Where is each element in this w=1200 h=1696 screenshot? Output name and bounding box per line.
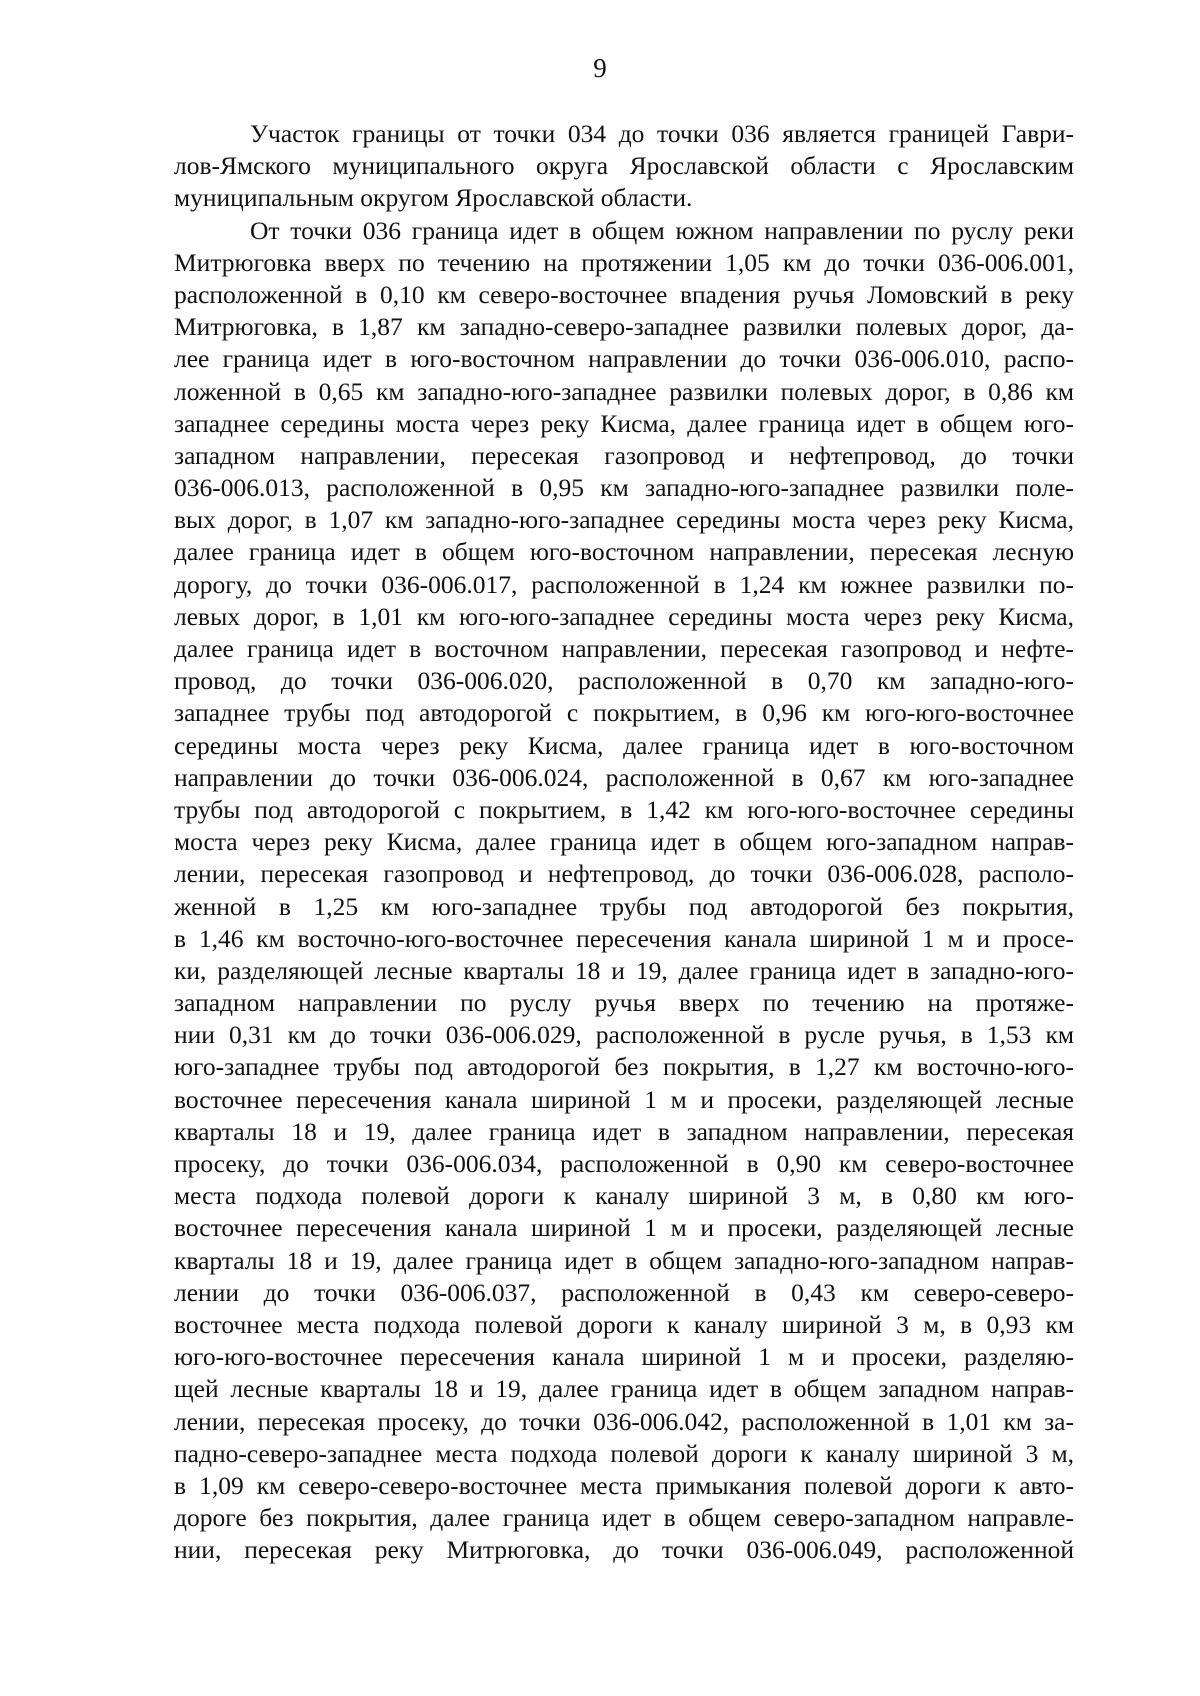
text-line: кварталы 18 и 19, далее граница идет в общем западно-юго-западном направ-: [174, 1245, 1074, 1275]
document-body: [174, 118, 1074, 1566]
text-line: ложенной в 0,65 км западно-юго-западнее развилки полевых дорог, в 0,86 км: [174, 376, 1074, 406]
text-line: моста через реку Кисма, далее граница идет в общем юго-западном направ-: [174, 827, 1074, 857]
text-line: лов-Ямского муниципального округа Ярославской области с Ярославским: [174, 151, 1074, 181]
text-line: женной в 1,25 км юго-западнее трубы под автодорогой без покрытия,: [174, 891, 1074, 921]
text-line: юго-юго-восточнее пересечения канала шириной 1 м и просеки, разделяю-: [174, 1342, 1074, 1372]
text-line: далее граница идет в общем юго-восточном направлении, пересекая лесную: [174, 537, 1074, 567]
text-line: западнее середины моста через реку Кисма, далее граница идет в общем юго-: [174, 408, 1074, 438]
text-line: От точки 036 граница идет в общем южном направлении по руслу реки: [250, 215, 1074, 245]
text-line: западнее трубы под автодорогой с покрытием, в 0,96 км юго-юго-восточнее: [174, 698, 1074, 728]
text-line: в 1,09 км северо-северо-восточнее места примыкания полевой дороги к авто-: [174, 1470, 1074, 1500]
text-line: в 1,46 км восточно-юго-восточнее пересечения канала шириной 1 м и просе-: [174, 923, 1074, 953]
text-line: места подхода полевой дороги к каналу шириной 3 м, в 0,80 км юго-: [174, 1181, 1074, 1211]
text-line: левых дорог, в 1,01 км юго-юго-западнее середины моста через реку Кисма,: [174, 601, 1074, 631]
text-line: середины моста через реку Кисма, далее граница идет в юго-восточном: [174, 730, 1074, 760]
text-line: расположенной в 0,10 км северо-восточнее впадения ручья Ломовский в реку: [174, 279, 1074, 309]
text-line: нии 0,31 км до точки 036-006.029, расположенной в русле ручья, в 1,53 км: [174, 1020, 1074, 1050]
text-line: ки, разделяющей лесные кварталы 18 и 19, далее граница идет в западно-юго-: [174, 955, 1074, 985]
text-line: просеку, до точки 036-006.034, расположенной в 0,90 км северо-восточнее: [174, 1149, 1074, 1178]
text-line: Митрюговка вверх по течению на протяжении 1,05 км до точки 036-006.001,: [174, 247, 1074, 277]
text-line: лее граница идет в юго-восточном направлении до точки 036-006.010, распо-: [174, 344, 1074, 374]
text-line: юго-западнее трубы под автодорогой без покрытия, в 1,27 км восточно-юго-: [174, 1052, 1074, 1082]
text-line: муниципальным округом Ярославской области.: [174, 183, 693, 213]
text-line: восточнее пересечения канала шириной 1 м и просеки, разделяющей лесные: [174, 1084, 1074, 1114]
text-line: Митрюговка, в 1,87 км западно-северо-западнее развилки полевых дорог, да-: [174, 312, 1074, 342]
text-line: западном направлении, пересекая газопровод и нефтепровод, до точки: [174, 440, 1074, 470]
text-line: далее граница идет в восточном направлении, пересекая газопровод и нефте-: [174, 634, 1074, 663]
text-line: западном направлении по руслу ручья вверх по течению на протяже-: [174, 988, 1074, 1018]
paragraph-2: [174, 215, 1074, 1567]
text-line: дорогу, до точки 036-006.017, расположенной в 1,24 км южнее развилки по-: [174, 569, 1074, 599]
text-line: нии, пересекая реку Митрюговка, до точки 036-006.049, расположенной: [174, 1535, 1074, 1565]
text-line: лении до точки 036-006.037, расположенной в 0,43 км северо-северо-: [174, 1277, 1074, 1307]
text-line: падно-северо-западнее места подхода полевой дороги к каналу шириной 3 м,: [174, 1438, 1074, 1468]
text-line: щей лесные кварталы 18 и 19, далее граница идет в общем западном направ-: [174, 1374, 1074, 1404]
text-line: трубы под автодорогой с покрытием, в 1,42 км юго-юго-восточнее середины: [174, 794, 1074, 824]
text-line: лении, пересекая газопровод и нефтепровод, до точки 036-006.028, располо-: [174, 859, 1074, 889]
text-line: дороге без покрытия, далее граница идет в общем северо-западном направле-: [174, 1503, 1074, 1533]
paragraph-1: [174, 118, 1074, 215]
text-line: восточнее места подхода полевой дороги к каналу шириной 3 м, в 0,93 км: [174, 1309, 1074, 1339]
text-line: вых дорог, в 1,07 км западно-юго-западнее середины моста через реку Кисма,: [174, 505, 1074, 535]
text-line: провод, до точки 036-006.020, расположенной в 0,70 км западно-юго-: [174, 666, 1074, 696]
text-line: 036-006.013, расположенной в 0,95 км западно-юго-западнее развилки поле-: [174, 473, 1074, 503]
text-line: кварталы 18 и 19, далее граница идет в западном направлении, пересекая: [174, 1116, 1074, 1146]
page-number: 9: [593, 53, 607, 83]
text-line: восточнее пересечения канала шириной 1 м и просеки, разделяющей лесные: [174, 1213, 1074, 1243]
text-line: направлении до точки 036-006.024, расположенной в 0,67 км юго-западнее: [174, 762, 1074, 792]
text-line: Участок границы от точки 034 до точки 036 является границей Гаври-: [250, 119, 1074, 148]
text-line: лении, пересекая просеку, до точки 036-006.042, расположенной в 1,01 км за-: [174, 1406, 1074, 1436]
